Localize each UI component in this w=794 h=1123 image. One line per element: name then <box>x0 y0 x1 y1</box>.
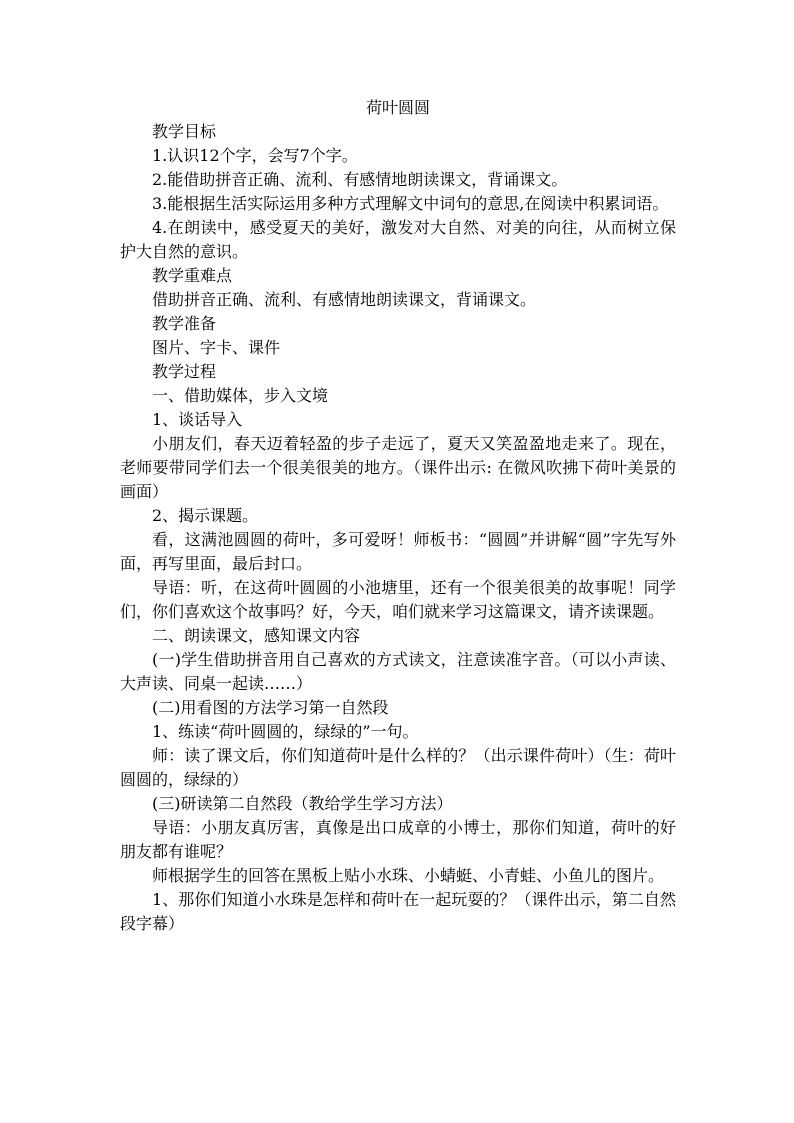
document-body <box>120 120 676 936</box>
body-paragraph: 师：读了课文后，你们知道荷叶是什么样的？（出示课件荷叶）（生：荷叶圆圆的，绿绿的） <box>120 746 676 789</box>
key-points-text: 借助拼音正确、流利、有感情地朗读课文，背诵课文。 <box>152 290 537 309</box>
goal-item-4: 4.在朗读中，感受夏天的美好，激发对大自然、对美的向往，从而树立保护大自然的意识。 <box>120 218 676 261</box>
document-page <box>120 96 676 936</box>
body-paragraph: (一)学生借助拼音用自己喜欢的方式读文，注意读准字音。（可以小声读、大声读、同桌一起读……） <box>120 650 676 693</box>
goal-item-1: 1.认识12个字，会写7个字。 <box>152 146 358 165</box>
process-step-1-heading: 一、借助媒体，步入文境 <box>152 386 329 405</box>
process-substep-intro: 1、谈话导入 <box>152 410 243 429</box>
section-heading-key-points: 教学重难点 <box>152 266 233 285</box>
preparation-text: 图片、字卡、课件 <box>152 338 281 357</box>
body-paragraph: 导语：小朋友真厉害，真像是出口成章的小博士，那你们知道，荷叶的好朋友都有谁呢？ <box>120 818 676 861</box>
process-step-2-heading: 二、朗读课文，感知课文内容 <box>152 626 361 645</box>
body-paragraph: 1、那你们知道小水珠是怎样和荷叶在一起玩耍的？（课件出示，第二自然段字幕） <box>120 890 676 933</box>
section-heading-preparation: 教学准备 <box>152 314 217 333</box>
body-paragraph: 1、练读“荷叶圆圆的，绿绿的”一句。 <box>152 722 419 741</box>
goal-item-3: 3.能根据生活实际运用多种方式理解文中词句的意思,在阅读中积累词语。 <box>152 194 669 213</box>
body-paragraph: 导语：听，在这荷叶圆圆的小池塘里，还有一个很美很美的故事呢！同学们，你们喜欢这个故事吗？好，今天，咱们就来学习这篇课文，请齐读课题。 <box>120 578 676 621</box>
goal-item-2: 2.能借助拼音正确、流利、有感情地朗读课文，背诵课文。 <box>152 170 568 189</box>
section-heading-process: 教学过程 <box>152 362 217 381</box>
body-paragraph: (二)用看图的方法学习第一自然段 <box>152 698 389 717</box>
process-substep-topic: 2、揭示课题。 <box>152 506 259 525</box>
body-paragraph: 师根据学生的回答在黑板上贴小水珠、小蜻蜓、小青蛙、小鱼儿的图片。 <box>152 866 665 885</box>
section-heading-goals: 教学目标 <box>152 122 217 141</box>
document-title: 荷叶圆圆 <box>365 98 430 117</box>
body-paragraph: 看，这满池圆圆的荷叶，多可爱呀！师板书：“圆圆”并讲解“圆”字先写外面，再写里面，最后封口。 <box>120 530 676 573</box>
body-paragraph: 小朋友们，春天迈着轻盈的步子走远了，夏天又笑盈盈地走来了。现在，老师要带同学们去一个很美很美的地方。（课件出示: 在微风吹拂下荷叶美景的画面） <box>120 434 676 501</box>
body-paragraph: (三)研读第二自然段（教给学生学习方法） <box>152 794 453 813</box>
